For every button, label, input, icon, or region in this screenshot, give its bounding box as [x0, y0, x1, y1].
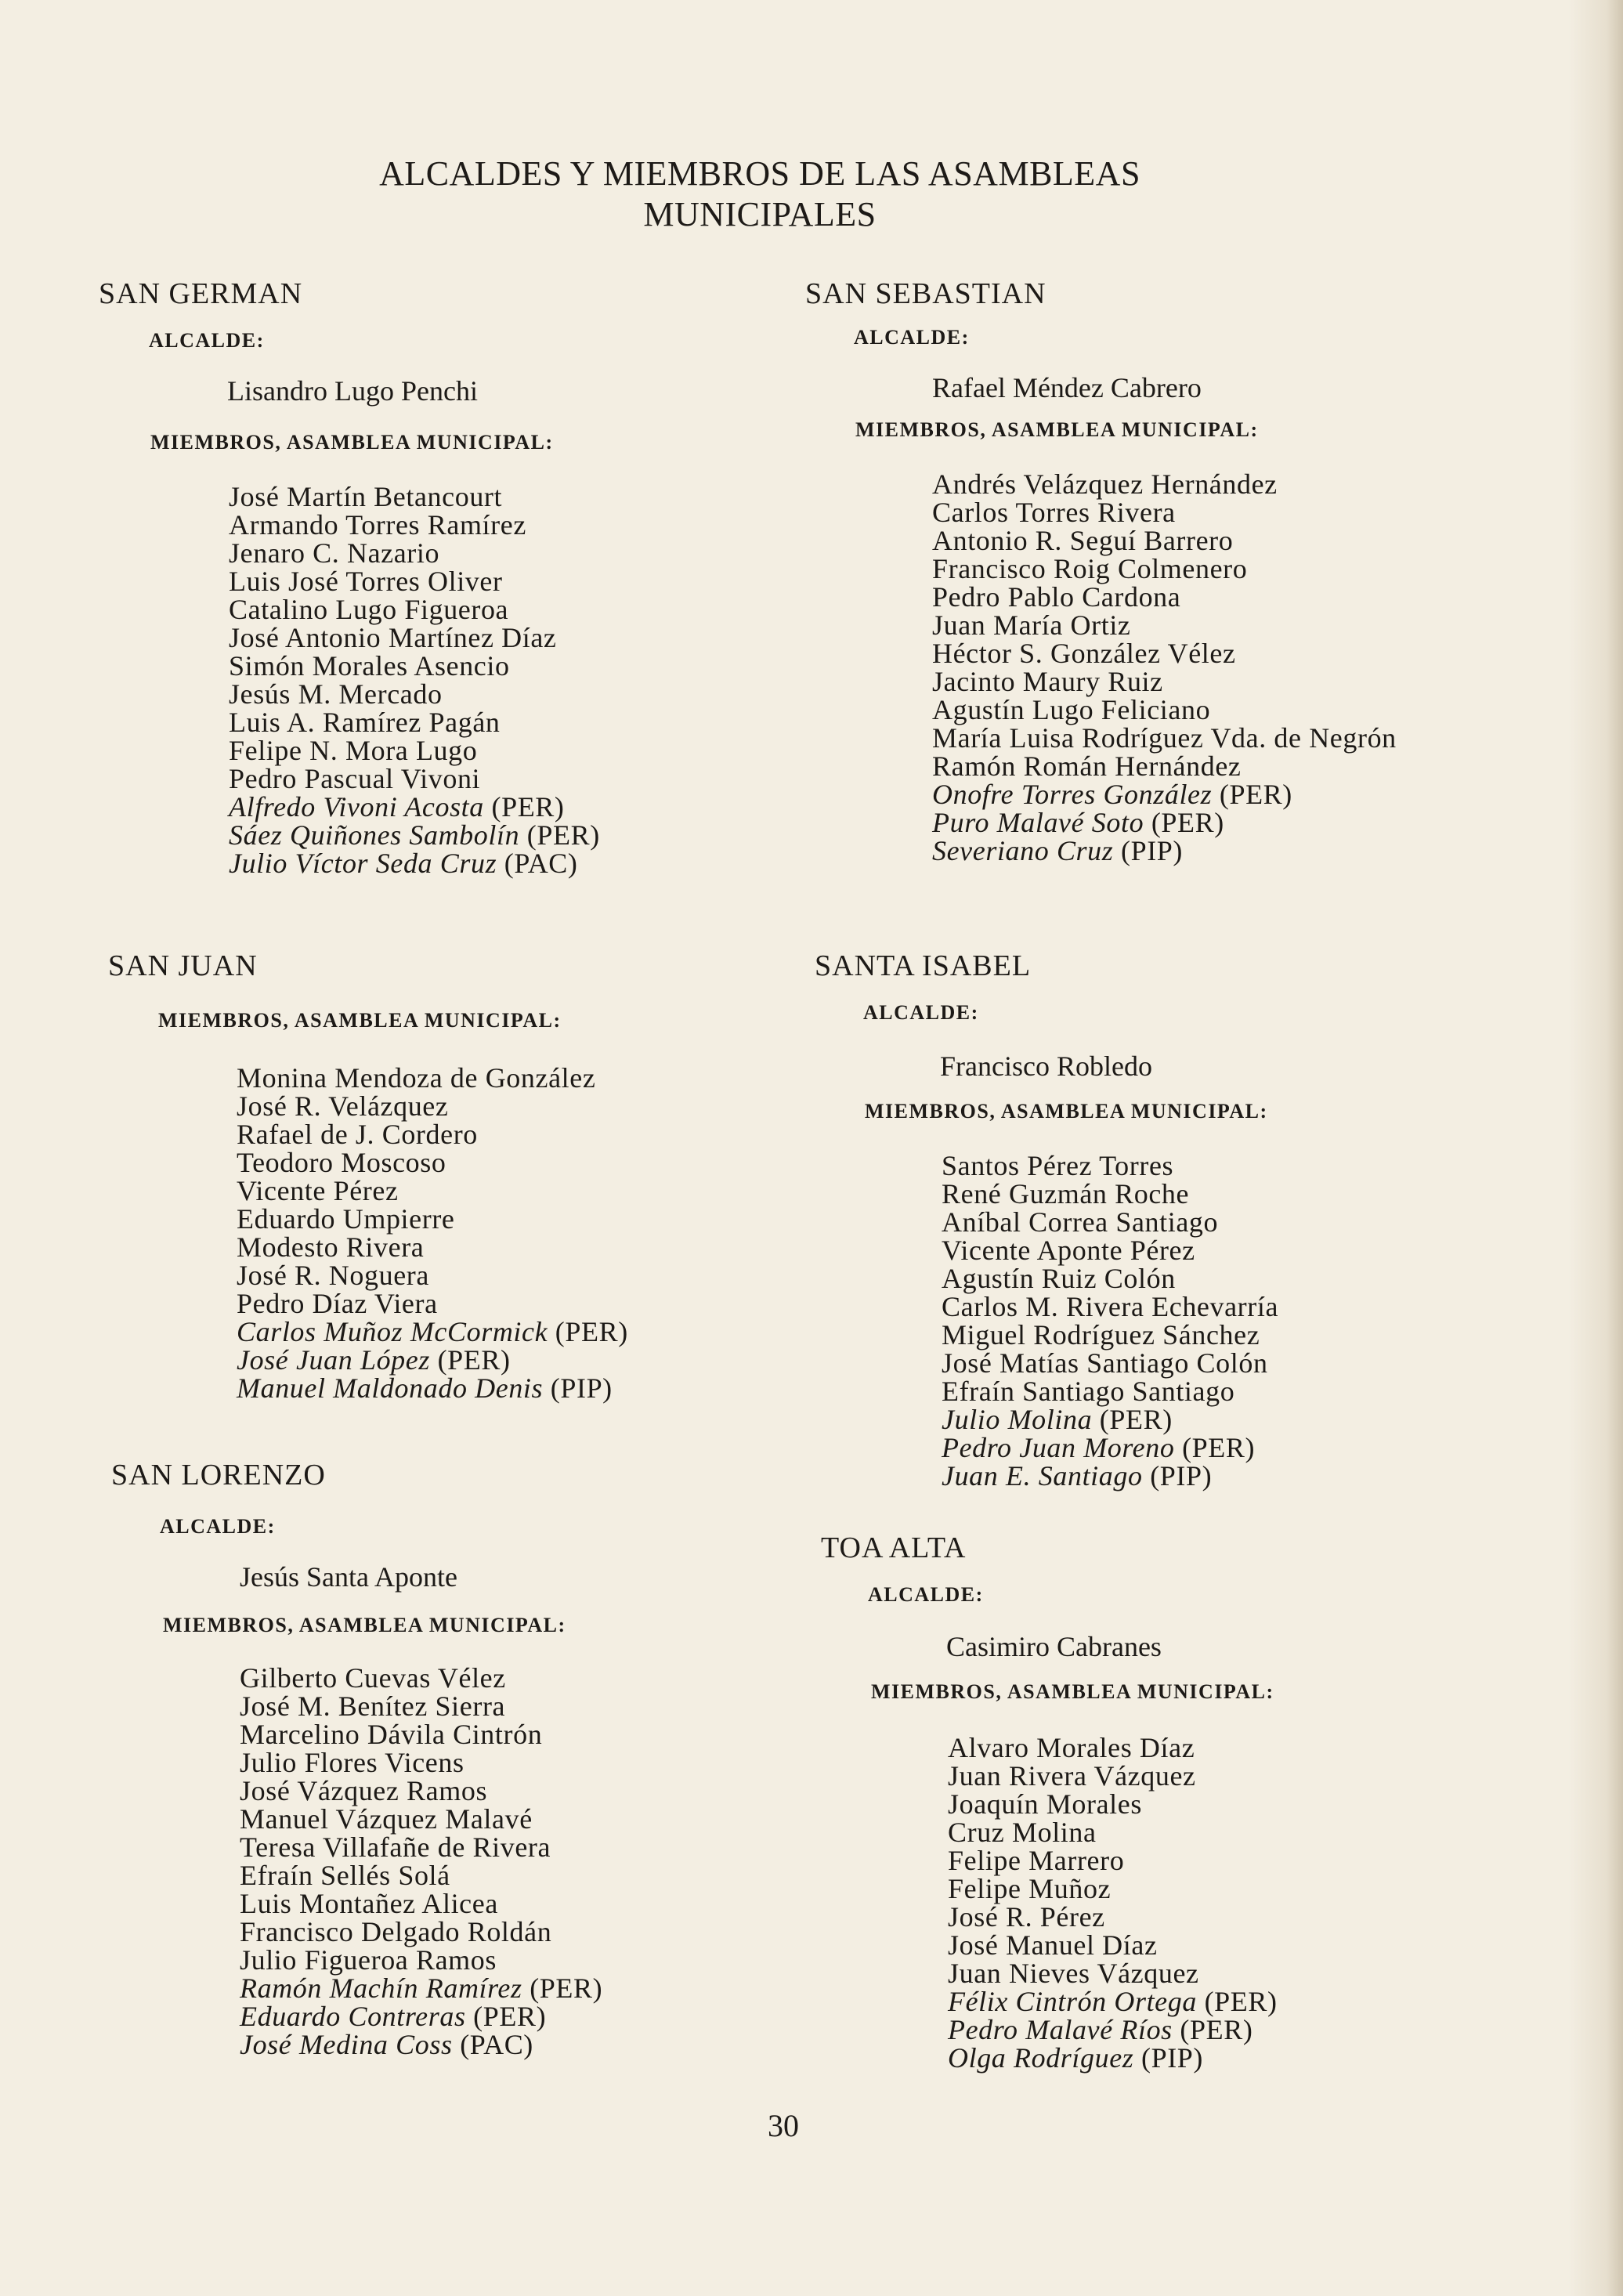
member-name: Julio Molina	[942, 1404, 1093, 1435]
members-list	[942, 1152, 1278, 1490]
members-list	[932, 470, 1512, 865]
member-item	[237, 1318, 628, 1346]
member-name: Julio Flores Vicens	[240, 1747, 464, 1778]
section-san-juan	[108, 948, 628, 1402]
member-name: María Luisa Rodríguez Vda. de Negrón	[932, 722, 1397, 754]
member-name: Pedro Díaz Viera	[237, 1288, 438, 1319]
member-item	[948, 1959, 1278, 1987]
member-name: Monina Mendoza de González	[237, 1062, 596, 1094]
member-name: Carlos M. Rivera Echevarría	[942, 1291, 1279, 1322]
member-name: Armando Torres Ramírez	[229, 509, 526, 541]
members-label: MIEMBROS, ASAMBLEA MUNICIPAL:	[150, 431, 554, 454]
party-tag: (PIP)	[1141, 2042, 1204, 2074]
section-san-german	[99, 276, 600, 877]
member-name: Santos Pérez Torres	[942, 1150, 1174, 1181]
member-name: Felipe Marrero	[948, 1845, 1125, 1876]
member-name: Jesús M. Mercado	[229, 678, 443, 710]
member-item	[948, 1790, 1278, 1818]
member-name: Ramón Román Hernández	[932, 750, 1242, 782]
member-item	[240, 1664, 602, 1692]
member-item	[932, 837, 1512, 865]
section-san-lorenzo	[111, 1457, 602, 2059]
member-name: Pedro Malavé Ríos	[948, 2014, 1173, 2045]
member-item	[240, 1833, 602, 1861]
member-item	[240, 1720, 602, 1748]
member-item	[240, 1974, 602, 2002]
municipality-heading: SAN LORENZO	[111, 1459, 326, 1491]
member-name: Ramón Machín Ramírez	[240, 1972, 522, 2004]
member-name: Carlos Torres Rivera	[932, 497, 1176, 528]
member-item	[948, 1875, 1278, 1903]
member-name: Manuel Maldonado Denis	[237, 1372, 544, 1404]
member-name: José Matías Santiago Colón	[942, 1347, 1268, 1379]
mayor-label: ALCALDE:	[854, 326, 970, 349]
party-tag: (PIP)	[1150, 1460, 1213, 1491]
member-item	[948, 1734, 1278, 1762]
party-tag: (PER)	[1151, 807, 1224, 838]
member-name: Eduardo Contreras	[240, 2001, 466, 2032]
member-item	[942, 1405, 1278, 1434]
member-item	[942, 1264, 1278, 1293]
member-name: José Martín Betancourt	[229, 481, 503, 512]
member-name: Marcelino Dávila Cintrón	[240, 1719, 543, 1750]
member-name: Joaquín Morales	[948, 1788, 1142, 1820]
section-toa-alta	[821, 1530, 1278, 2072]
member-name: Juan María Ortiz	[932, 609, 1131, 641]
member-item	[229, 680, 600, 708]
member-item	[932, 667, 1512, 696]
member-item	[240, 1777, 602, 1805]
page-title	[0, 154, 1520, 235]
member-name: José Vázquez Ramos	[240, 1775, 488, 1806]
member-name: Eduardo Umpierre	[237, 1203, 455, 1235]
member-item	[240, 1861, 602, 1889]
party-tag: (PER)	[530, 1972, 603, 2004]
member-item	[948, 1931, 1278, 1959]
member-item	[240, 1889, 602, 1918]
member-item	[932, 470, 1512, 498]
member-item	[948, 2016, 1278, 2044]
member-name: Julio Figueroa Ramos	[240, 1944, 497, 1976]
member-item	[240, 1692, 602, 1720]
member-name: Héctor S. González Vélez	[932, 638, 1236, 669]
members-label: MIEMBROS, ASAMBLEA MUNICIPAL:	[163, 1614, 566, 1636]
member-item	[932, 583, 1512, 611]
member-item	[237, 1148, 628, 1177]
members-list	[229, 483, 600, 877]
mayor-name: Casimiro Cabranes	[946, 1631, 1162, 1662]
member-item	[240, 2002, 602, 2030]
member-name: José Medina Coss	[240, 2029, 453, 2060]
party-tag: (PAC)	[460, 2029, 533, 2060]
member-name: Agustín Ruiz Colón	[942, 1263, 1176, 1294]
member-name: Gilberto Cuevas Vélez	[240, 1662, 506, 1694]
party-tag: (PIP)	[1121, 835, 1184, 866]
member-name: Pedro Pascual Vivoni	[229, 763, 481, 794]
party-tag: (PER)	[1219, 779, 1292, 810]
member-item	[229, 765, 600, 793]
member-item	[237, 1064, 628, 1092]
member-name: Simón Morales Asencio	[229, 650, 510, 682]
member-name: Rafael de J. Cordero	[237, 1119, 478, 1150]
mayor-label: ALCALDE:	[868, 1583, 984, 1606]
members-label: MIEMBROS, ASAMBLEA MUNICIPAL:	[865, 1100, 1268, 1123]
member-item	[948, 1987, 1278, 2016]
member-item	[932, 555, 1512, 583]
member-name: Jacinto Maury Ruiz	[932, 666, 1163, 697]
member-item	[932, 724, 1512, 752]
member-name: Felipe Muñoz	[948, 1873, 1112, 1904]
party-tag: (PIP)	[550, 1372, 613, 1404]
member-name: Francisco Delgado Roldán	[240, 1916, 552, 1947]
party-tag: (PER)	[526, 819, 600, 851]
member-item	[240, 2030, 602, 2059]
page-edge-shadow	[1568, 0, 1623, 2296]
mayor-label: ALCALDE:	[149, 329, 265, 352]
municipality-heading: TOA ALTA	[821, 1531, 967, 1564]
mayor-name: Rafael Méndez Cabrero	[932, 372, 1202, 403]
members-list	[237, 1064, 628, 1402]
member-item	[229, 567, 600, 595]
section-san-sebastian	[805, 276, 1512, 865]
member-name: Miguel Rodríguez Sánchez	[942, 1319, 1260, 1350]
member-item	[932, 752, 1512, 780]
member-name: Luis A. Ramírez Pagán	[229, 707, 501, 738]
member-name: Puro Malavé Soto	[932, 807, 1144, 838]
member-item	[948, 1762, 1278, 1790]
member-item	[237, 1177, 628, 1205]
member-item	[932, 526, 1512, 555]
member-name: Alfredo Vivoni Acosta	[229, 791, 484, 823]
member-item	[932, 696, 1512, 724]
members-list	[240, 1664, 602, 2059]
member-item	[932, 808, 1512, 837]
member-name: Severiano Cruz	[932, 835, 1114, 866]
member-item	[942, 1349, 1278, 1377]
member-item	[240, 1946, 602, 1974]
member-name: Luis Montañez Alicea	[240, 1888, 498, 1919]
member-name: Jenaro C. Nazario	[229, 537, 440, 569]
member-item	[942, 1377, 1278, 1405]
member-item	[240, 1918, 602, 1946]
members-label: MIEMBROS, ASAMBLEA MUNICIPAL:	[855, 418, 1259, 441]
mayor-label: ALCALDE:	[863, 1001, 979, 1024]
municipality-heading: SANTA ISABEL	[815, 949, 1032, 982]
members-label: MIEMBROS, ASAMBLEA MUNICIPAL:	[158, 1009, 562, 1032]
member-name: José R. Velázquez	[237, 1090, 449, 1122]
member-name: Francisco Roig Colmenero	[932, 553, 1248, 584]
party-tag: (PER)	[1180, 2014, 1253, 2045]
member-name: Aníbal Correa Santiago	[942, 1206, 1219, 1238]
member-item	[948, 1818, 1278, 1846]
member-name: José Antonio Martínez Díaz	[229, 622, 557, 653]
member-item	[229, 595, 600, 624]
member-item	[229, 849, 600, 877]
member-name: Manuel Vázquez Malavé	[240, 1803, 533, 1835]
member-item	[948, 2044, 1278, 2072]
member-name: Agustín Lugo Feliciano	[932, 694, 1211, 725]
member-item	[237, 1346, 628, 1374]
member-name: Antonio R. Seguí Barrero	[932, 525, 1234, 556]
member-name: José R. Noguera	[237, 1260, 429, 1291]
member-name: Efraín Sellés Solá	[240, 1860, 450, 1891]
member-item	[942, 1208, 1278, 1236]
member-name: Vicente Aponte Pérez	[942, 1235, 1195, 1266]
member-name: Efraín Santiago Santiago	[942, 1376, 1235, 1407]
party-tag: (PAC)	[504, 848, 578, 879]
party-tag: (PER)	[437, 1344, 511, 1376]
member-name: Felipe N. Mora Lugo	[229, 735, 478, 766]
member-name: Teodoro Moscoso	[237, 1147, 446, 1178]
member-item	[948, 1846, 1278, 1875]
member-name: Luis José Torres Oliver	[229, 566, 503, 597]
member-item	[229, 708, 600, 736]
member-item	[229, 483, 600, 511]
member-item	[932, 639, 1512, 667]
party-tag: (PER)	[1182, 1432, 1256, 1463]
member-item	[240, 1748, 602, 1777]
member-name: Juan E. Santiago	[942, 1460, 1143, 1491]
page-title-line-1: ALCALDES Y MIEMBROS DE LAS ASAMBLEAS	[379, 154, 1140, 193]
member-name: Vicente Pérez	[237, 1175, 399, 1206]
municipality-heading: SAN JUAN	[108, 949, 258, 982]
member-name: Pedro Pablo Cardona	[932, 581, 1181, 613]
party-tag: (PER)	[491, 791, 565, 823]
member-item	[942, 1462, 1278, 1490]
member-item	[942, 1434, 1278, 1462]
member-item	[229, 736, 600, 765]
member-item	[932, 498, 1512, 526]
municipality-heading: SAN GERMAN	[99, 277, 303, 310]
party-tag: (PER)	[1204, 1986, 1278, 2017]
mayor-name: Lisandro Lugo Penchi	[227, 375, 478, 407]
member-item	[942, 1152, 1278, 1180]
mayor-name: Jesús Santa Aponte	[240, 1561, 457, 1593]
member-name: Pedro Juan Moreno	[942, 1432, 1175, 1463]
member-name: Catalino Lugo Figueroa	[229, 594, 509, 625]
member-name: René Guzmán Roche	[942, 1178, 1190, 1209]
member-name: José Juan López	[237, 1344, 430, 1376]
member-item	[240, 1805, 602, 1833]
member-name: Julio Víctor Seda Cruz	[229, 848, 497, 879]
member-item	[237, 1289, 628, 1318]
member-name: Teresa Villafañe de Rivera	[240, 1831, 551, 1863]
member-name: Juan Nieves Vázquez	[948, 1958, 1199, 1989]
member-item	[237, 1374, 628, 1402]
section-santa-isabel	[815, 948, 1278, 1490]
member-item	[229, 624, 600, 652]
page-title-line-2: MUNICIPALES	[643, 195, 877, 233]
member-item	[948, 1903, 1278, 1931]
member-name: Juan Rivera Vázquez	[948, 1760, 1196, 1792]
mayor-label: ALCALDE:	[160, 1515, 276, 1538]
member-item	[942, 1236, 1278, 1264]
member-item	[932, 611, 1512, 639]
member-name: Sáez Quiñones Sambolín	[229, 819, 520, 851]
member-item	[942, 1180, 1278, 1208]
member-name: José R. Pérez	[948, 1901, 1105, 1933]
member-item	[229, 539, 600, 567]
member-name: Félix Cintrón Ortega	[948, 1986, 1197, 2017]
member-item	[229, 793, 600, 821]
members-label: MIEMBROS, ASAMBLEA MUNICIPAL:	[871, 1680, 1274, 1703]
member-item	[229, 511, 600, 539]
member-item	[942, 1321, 1278, 1349]
member-name: Andrés Velázquez Hernández	[932, 468, 1278, 500]
municipality-heading: SAN SEBASTIAN	[805, 277, 1046, 310]
member-name: Onofre Torres González	[932, 779, 1213, 810]
member-name: Modesto Rivera	[237, 1231, 425, 1263]
member-name: José Manuel Díaz	[948, 1929, 1158, 1961]
member-item	[237, 1120, 628, 1148]
member-name: Olga Rodríguez	[948, 2042, 1134, 2074]
party-tag: (PER)	[473, 2001, 547, 2032]
member-item	[229, 821, 600, 849]
party-tag: (PER)	[1099, 1404, 1173, 1435]
member-name: Cruz Molina	[948, 1817, 1097, 1848]
member-item	[942, 1293, 1278, 1321]
members-list	[948, 1734, 1278, 2072]
member-name: José M. Benítez Sierra	[240, 1690, 506, 1722]
member-item	[932, 780, 1512, 808]
member-name: Carlos Muñoz McCormick	[237, 1316, 548, 1347]
party-tag: (PER)	[555, 1316, 628, 1347]
member-item	[237, 1261, 628, 1289]
member-item	[229, 652, 600, 680]
member-item	[237, 1092, 628, 1120]
member-item	[237, 1205, 628, 1233]
member-name: Alvaro Morales Díaz	[948, 1732, 1195, 1763]
page-number: 30	[768, 2108, 799, 2143]
mayor-name: Francisco Robledo	[940, 1050, 1152, 1082]
member-item	[237, 1233, 628, 1261]
